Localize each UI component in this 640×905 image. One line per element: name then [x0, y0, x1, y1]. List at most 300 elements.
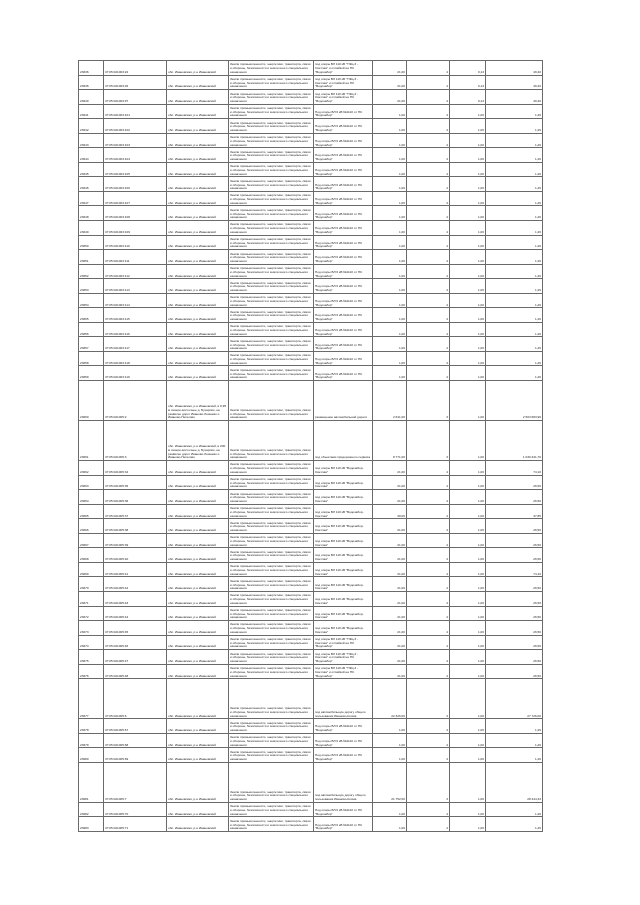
class-cell: 4	[407, 475, 450, 490]
class-cell: 4	[407, 664, 450, 679]
coefficient-cell: 1,00	[450, 337, 486, 352]
address-cell: обл. Ивановская, р-н Ивановский	[167, 635, 229, 650]
cadastral-number-cell: 37:05:021005:44	[104, 606, 167, 621]
area-cell: 21,00	[373, 490, 407, 505]
row-number-cell: 23680	[79, 748, 104, 763]
class-cell: 4	[407, 548, 450, 563]
class-cell: 4	[407, 635, 450, 650]
table-row	[79, 762, 543, 802]
address-cell: обл. Ивановская, р-н Ивановский	[167, 133, 229, 148]
row-number-cell: 23667	[79, 533, 104, 548]
row-number-cell: 23677	[79, 679, 104, 719]
land-category-cell: Земли промышленности, энергетики, транспорта, связи и обороны, безопасности и земли иного специального назначения	[229, 250, 314, 265]
cadastral-value-cell: 26,50	[486, 577, 543, 592]
area-cell: 21,00	[373, 635, 407, 650]
coefficient-cell: 1,00	[450, 748, 486, 763]
land-category-cell: Земли промышленности, энергетики, транспорта, связи и обороны, безопасности и земли иного специального назначения	[229, 762, 314, 802]
address-cell: обл. Ивановская, р-н Ивановский	[167, 119, 229, 134]
table-row	[79, 635, 543, 650]
cadastral-number-cell: 37:05:021005:3	[104, 421, 167, 461]
cadastral-number-cell: 37:05:021005:67	[104, 719, 167, 734]
coefficient-cell: 1,00	[450, 519, 486, 534]
cadastral-number-cell: 37:05:021005:37	[104, 504, 167, 519]
table-row	[79, 191, 543, 206]
cadastral-number-cell: 37:05:021003:111	[104, 250, 167, 265]
cadastral-number-cell: 37:05:021003:103	[104, 133, 167, 148]
address-cell: обл. Ивановская, р-н Ивановский	[167, 337, 229, 352]
coefficient-cell: 1,00	[450, 679, 486, 719]
cadastral-value-cell: 1,26	[486, 308, 543, 323]
class-cell: 4	[407, 621, 450, 636]
cadastral-number-cell: 37:05:021003:22	[104, 61, 167, 76]
coefficient-cell: 1,00	[450, 591, 486, 606]
address-cell: обл. Ивановская, р-н Ивановский	[167, 148, 229, 163]
table-row	[79, 817, 543, 832]
coefficient-cell: 1,00	[450, 308, 486, 323]
row-number-cell: 23652	[79, 264, 104, 279]
row-number-cell: 23666	[79, 519, 104, 534]
table-row	[79, 679, 543, 719]
coefficient-cell: 1,00	[450, 191, 486, 206]
coefficient-cell: 1,00	[450, 351, 486, 366]
row-number-cell: 23644	[79, 148, 104, 163]
permitted-use-cell: под опоры ВЛ 110 кВ "Водозабор-Светлая"	[314, 461, 373, 476]
cadastral-number-cell: 37:05:021005:7	[104, 762, 167, 802]
address-cell: обл. Ивановская, р-н Ивановский	[167, 762, 229, 802]
row-number-cell: 23650	[79, 235, 104, 250]
cadastral-number-cell: 37:05:021005:40	[104, 548, 167, 563]
area-cell: 1,00	[373, 308, 407, 323]
permitted-use-cell: Под опоры ВЛ 6 кВ №1110 от ПС "Водозабор"	[314, 206, 373, 221]
area-cell: 1,00	[373, 206, 407, 221]
address-cell: обл. Ивановская, р-н Ивановский	[167, 293, 229, 308]
coefficient-cell: 1,00	[450, 322, 486, 337]
area-cell: 30,00	[373, 504, 407, 519]
permitted-use-cell: под опоры ВЛ 110 кВ "Водозабор-Светлая"	[314, 490, 373, 505]
land-category-cell: Земли промышленности, энергетики, транспорта, связи и обороны, безопасности и земли иного специального назначения	[229, 191, 314, 206]
permitted-use-cell: под опоры ВЛ 110 кВ "ТЭЦ-3 - Светлая" и отпайкой на ПС "Водозабор"	[314, 75, 373, 90]
cadastral-value-cell: 1,26	[486, 748, 543, 763]
row-number-cell: 23672	[79, 606, 104, 621]
row-number-cell: 23647	[79, 191, 104, 206]
land-category-cell: Земли промышленности, энергетики, транспорта, связи и обороны, безопасности и земли иного специального назначения	[229, 221, 314, 236]
cadastral-value-cell: 1,26	[486, 337, 543, 352]
address-cell: обл. Ивановская, р-н Ивановский	[167, 650, 229, 665]
table-row	[79, 206, 543, 221]
coefficient-cell: 1,00	[450, 177, 486, 192]
land-category-cell: Земли промышленности, энергетики, транспорта, связи и обороны, безопасности и земли иного специального назначения	[229, 802, 314, 817]
permitted-use-cell: под опоры ВЛ 110 кВ "Водозабор-Светлая"	[314, 548, 373, 563]
cadastral-number-cell: 37:05:021003:110	[104, 235, 167, 250]
cadastral-value-cell: 1,26	[486, 719, 543, 734]
permitted-use-cell: под опоры ВЛ 110 кВ "Водозабор-Светлая"	[314, 621, 373, 636]
address-cell: обл. Ивановская, р-н Ивановский	[167, 679, 229, 719]
address-cell: обл. Ивановская, р-н Ивановский	[167, 90, 229, 105]
class-cell: 4	[407, 562, 450, 577]
row-number-cell: 23658	[79, 351, 104, 366]
cadastral-number-cell: 37:05:021005:42	[104, 577, 167, 592]
land-category-cell: Земли промышленности, энергетики, транспорта, связи и обороны, безопасности и земли иного специального назначения	[229, 577, 314, 592]
area-cell: 1,00	[373, 133, 407, 148]
permitted-use-cell: Под опоры ВЛ 6 кВ №1110 от ПС "Водозабор"	[314, 235, 373, 250]
permitted-use-cell: Под опоры ВЛ 6 кВ №1110 от ПС "Водозабор"	[314, 148, 373, 163]
table-row	[79, 90, 543, 105]
class-cell: 4	[407, 733, 450, 748]
cadastral-number-cell: 37:05:021005:38	[104, 519, 167, 534]
cadastral-value-cell: 26,50	[486, 621, 543, 636]
cadastral-value-cell: 1,26	[486, 366, 543, 381]
address-cell: обл. Ивановская, р-н Ивановский	[167, 504, 229, 519]
table-row	[79, 719, 543, 734]
cadastral-value-cell: 28 444,34	[486, 762, 543, 802]
coefficient-cell: 1,00	[450, 664, 486, 679]
cadastral-number-cell: 37:05:021005:46	[104, 635, 167, 650]
class-cell: 4	[407, 221, 450, 236]
land-category-cell: Земли промышленности, энергетики, транспорта, связи и обороны, безопасности и земли иного специального назначения	[229, 366, 314, 381]
row-number-cell: 23660	[79, 381, 104, 421]
permitted-use-cell: под автомобильную дорогу общего пользования Иваново-Кохма	[314, 762, 373, 802]
coefficient-cell: 1,00	[450, 606, 486, 621]
coefficient-cell: 1,00	[450, 104, 486, 119]
coefficient-cell: 1,00	[450, 802, 486, 817]
table-row	[79, 381, 543, 421]
row-number-cell: 23682	[79, 802, 104, 817]
row-number-cell: 23642	[79, 119, 104, 134]
cadastral-number-cell: 37:05:021003:119	[104, 366, 167, 381]
land-category-cell: Земли промышленности, энергетики, транспорта, связи и обороны, безопасности и земли иного специального назначения	[229, 235, 314, 250]
class-cell: 4	[407, 148, 450, 163]
cadastral-number-cell: 37:05:021005:6	[104, 679, 167, 719]
land-category-cell: Земли промышленности, энергетики, транспорта, связи и обороны, безопасности и земли иного специального назначения	[229, 421, 314, 461]
table-row	[79, 235, 543, 250]
coefficient-cell: 1,00	[450, 817, 486, 832]
land-category-cell: Земли промышленности, энергетики, транспорта, связи и обороны, безопасности и земли иного специального назначения	[229, 119, 314, 134]
class-cell: 4	[407, 490, 450, 505]
table-row	[79, 366, 543, 381]
address-cell: обл. Ивановская, р-н Ивановский, в 0,95 м северо-восточнее д. Бухарово, на развилке дорог Иваново-Лежнево и Иваново-Пелегово	[167, 381, 229, 421]
row-number-cell: 23668	[79, 548, 104, 563]
cadastral-number-cell: 37:05:021003:115	[104, 308, 167, 323]
class-cell: 4	[407, 366, 450, 381]
class-cell: 4	[407, 293, 450, 308]
row-number-cell: 23676	[79, 664, 104, 679]
coefficient-cell: 0,13	[450, 61, 486, 76]
land-category-cell: Земли промышленности, энергетики, транспорта, связи и обороны, безопасности и земли иного специального назначения	[229, 748, 314, 763]
address-cell: обл. Ивановская, р-н Ивановский	[167, 264, 229, 279]
cadastral-number-cell: 37:05:021005:69	[104, 748, 167, 763]
class-cell: 4	[407, 519, 450, 534]
address-cell: обл. Ивановская, р-н Ивановский, в 200 м северо-восточнее д. Бухарово, на развилке дорог Иваново-Лежнево и Иваново-Пелегово	[167, 421, 229, 461]
row-number-cell: 23681	[79, 762, 104, 802]
class-cell: 4	[407, 591, 450, 606]
coefficient-cell: 1,00	[450, 235, 486, 250]
class-cell: 4	[407, 191, 450, 206]
land-category-cell: Земли промышленности, энергетики, транспорта, связи и обороны, безопасности и земли иного специального назначения	[229, 817, 314, 832]
table-row	[79, 748, 543, 763]
address-cell: обл. Ивановская, р-н Ивановский	[167, 351, 229, 366]
cadastral-number-cell: 37:05:021003:113	[104, 279, 167, 294]
land-category-cell: Земли промышленности, энергетики, транспорта, связи и обороны, безопасности и земли иного специального назначения	[229, 133, 314, 148]
row-number-cell: 23663	[79, 475, 104, 490]
cadastral-number-cell: 37:05:021005:43	[104, 591, 167, 606]
land-category-cell: Земли промышленности, энергетики, транспорта, связи и обороны, безопасности и земли иного специального назначения	[229, 504, 314, 519]
row-number-cell: 23645	[79, 162, 104, 177]
land-category-cell: Земли промышленности, энергетики, транспорта, связи и обороны, безопасности и земли иного специального назначения	[229, 733, 314, 748]
area-cell: 1,00	[373, 235, 407, 250]
address-cell: обл. Ивановская, р-н Ивановский	[167, 366, 229, 381]
address-cell: обл. Ивановская, р-н Ивановский	[167, 191, 229, 206]
cadastral-number-cell: 37:05:021005:41	[104, 562, 167, 577]
table-row	[79, 293, 543, 308]
cadastral-number-cell: 37:05:021003:26	[104, 75, 167, 90]
class-cell: 4	[407, 250, 450, 265]
class-cell: 4	[407, 119, 450, 134]
cadastral-number-cell: 37:05:021003:101	[104, 104, 167, 119]
row-number-cell: 23678	[79, 719, 104, 734]
class-cell: 4	[407, 337, 450, 352]
class-cell: 3	[407, 679, 450, 719]
class-cell: 4	[407, 461, 450, 476]
land-category-cell: Земли промышленности, энергетики, транспорта, связи и обороны, безопасности и земли иного специального назначения	[229, 279, 314, 294]
land-category-cell: Земли промышленности, энергетики, транспорта, связи и обороны, безопасности и земли иного специального назначения	[229, 621, 314, 636]
area-cell: 1,00	[373, 264, 407, 279]
address-cell: обл. Ивановская, р-н Ивановский	[167, 308, 229, 323]
cadastral-number-cell: 37:05:021003:117	[104, 337, 167, 352]
area-cell: 1,00	[373, 191, 407, 206]
cadastral-value-cell: 1,26	[486, 264, 543, 279]
table-row	[79, 337, 543, 352]
permitted-use-cell: Под опоры ВЛ 6 кВ №1110 от ПС "Водозабор"	[314, 279, 373, 294]
land-category-cell: Земли промышленности, энергетики, транспорта, связи и обороны, безопасности и земли иного специального назначения	[229, 162, 314, 177]
cadastral-value-cell: 27 726,00	[486, 679, 543, 719]
table-row	[79, 133, 543, 148]
cadastral-number-cell: 37:05:021005:70	[104, 802, 167, 817]
area-cell: 1,00	[373, 337, 407, 352]
cadastral-number-cell: 37:05:021003:108	[104, 206, 167, 221]
table-row	[79, 802, 543, 817]
class-cell: 4	[407, 61, 450, 76]
table-row	[79, 250, 543, 265]
coefficient-cell: 1,00	[450, 562, 486, 577]
address-cell: обл. Ивановская, р-н Ивановский	[167, 621, 229, 636]
row-number-cell: 23675	[79, 650, 104, 665]
permitted-use-cell: Под опоры ВЛ 6 кВ №1110 от ПС "Водозабор"	[314, 802, 373, 817]
row-number-cell: 23643	[79, 133, 104, 148]
row-number-cell: 23646	[79, 177, 104, 192]
class-cell: 4	[407, 533, 450, 548]
cadastral-number-cell: 37:05:021003:109	[104, 221, 167, 236]
land-category-cell: Земли промышленности, энергетики, транспорта, связи и обороны, безопасности и земли иного специального назначения	[229, 475, 314, 490]
cadastral-number-cell: 37:05:021003:107	[104, 191, 167, 206]
address-cell: обл. Ивановская, р-н Ивановский	[167, 577, 229, 592]
area-cell: 1,00	[373, 366, 407, 381]
row-number-cell: 23636	[79, 61, 104, 76]
cadastral-value-cell: 49,40	[486, 90, 543, 105]
cadastral-value-cell: 1,26	[486, 177, 543, 192]
row-number-cell: 23674	[79, 635, 104, 650]
land-category-cell: Земли промышленности, энергетики, транспорта, связи и обороны, безопасности и земли иного специального назначения	[229, 664, 314, 679]
cadastral-number-cell: 37:05:021003:114	[104, 293, 167, 308]
land-category-cell: Земли промышленности, энергетики, транспорта, связи и обороны, безопасности и земли иного специального назначения	[229, 75, 314, 90]
coefficient-cell: 1,00	[450, 250, 486, 265]
land-category-cell: Земли промышленности, энергетики, транспорта, связи и обороны, безопасности и земли иного специального назначения	[229, 679, 314, 719]
address-cell: обл. Ивановская, р-н Ивановский	[167, 235, 229, 250]
land-category-cell: Земли промышленности, энергетики, транспорта, связи и обороны, безопасности и земли иного специального назначения	[229, 206, 314, 221]
permitted-use-cell: Под опоры ВЛ 6 кВ №1110 от ПС "Водозабор"	[314, 177, 373, 192]
permitted-use-cell: под опоры ВЛ 110 кВ "Водозабор-Светлая"	[314, 475, 373, 490]
land-category-cell: Земли промышленности, энергетики, транспорта, связи и обороны, безопасности и земли иного специального назначения	[229, 548, 314, 563]
table-row	[79, 606, 543, 621]
permitted-use-cell: Под опоры ВЛ 6 кВ №1110 от ПС "Водозабор"	[314, 322, 373, 337]
coefficient-cell: 1,00	[450, 548, 486, 563]
permitted-use-cell: Под опоры ВЛ 6 кВ №1110 от ПС "Водозабор"	[314, 733, 373, 748]
cadastral-value-cell: 26,50	[486, 591, 543, 606]
permitted-use-cell: под опоры ВЛ 110 кВ "ТЭЦ-3 - Светлая" и отпайкой на ПС "Водозабор"	[314, 61, 373, 76]
coefficient-cell: 1,00	[450, 621, 486, 636]
address-cell: обл. Ивановская, р-н Ивановский	[167, 75, 229, 90]
class-cell: 4	[407, 606, 450, 621]
permitted-use-cell: под опоры ВЛ 110 кВ "ТЭЦ-3 - Светлая" и отпайкой на ПС "Водозабор"	[314, 635, 373, 650]
land-category-cell: Земли промышленности, энергетики, транспорта, связи и обороны, безопасности и земли иного специального назначения	[229, 591, 314, 606]
coefficient-cell: 1,00	[450, 366, 486, 381]
area-cell: 2 641,00	[373, 381, 407, 421]
area-cell: 1,00	[373, 148, 407, 163]
coefficient-cell: 1,00	[450, 533, 486, 548]
cadastral-value-cell: 1,26	[486, 279, 543, 294]
table-row	[79, 221, 543, 236]
cadastral-value-cell: 1,26	[486, 191, 543, 206]
area-cell: 22 326,00	[373, 679, 407, 719]
permitted-use-cell: размещение автомобильной дороги	[314, 381, 373, 421]
cadastral-value-cell: 1,26	[486, 351, 543, 366]
row-number-cell: 23670	[79, 577, 104, 592]
cadastral-value-cell: 1 030 341,70	[486, 421, 543, 461]
row-number-cell: 23649	[79, 221, 104, 236]
cadastral-number-cell: 37:05:021003:112	[104, 264, 167, 279]
address-cell: обл. Ивановская, р-н Ивановский	[167, 606, 229, 621]
class-cell: 4	[407, 162, 450, 177]
row-number-cell: 23665	[79, 504, 104, 519]
area-cell: 21,00	[373, 664, 407, 679]
coefficient-cell: 1,00	[450, 279, 486, 294]
permitted-use-cell: под опоры ВЛ 110 кВ "Водозабор-Светлая"	[314, 577, 373, 592]
address-cell: обл. Ивановская, р-н Ивановский	[167, 733, 229, 748]
permitted-use-cell: под объектами придорожного сервиса	[314, 421, 373, 461]
class-cell: 4	[407, 264, 450, 279]
permitted-use-cell: под опоры ВЛ 110 кВ "Водозабор-Светлая"	[314, 504, 373, 519]
table-row	[79, 104, 543, 119]
permitted-use-cell: Под опоры ВЛ 6 кВ №1110 от ПС "Водозабор"	[314, 133, 373, 148]
land-category-cell: Земли промышленности, энергетики, транспорта, связи и обороны, безопасности и земли иного специального назначения	[229, 90, 314, 105]
area-cell: 1,00	[373, 250, 407, 265]
table-row	[79, 664, 543, 679]
coefficient-cell: 1,00	[450, 133, 486, 148]
cadastral-value-cell: 1,26	[486, 104, 543, 119]
table-body	[79, 61, 543, 832]
address-cell: обл. Ивановская, р-н Ивановский	[167, 562, 229, 577]
class-cell: 4	[407, 235, 450, 250]
cadastral-value-cell: 1,26	[486, 162, 543, 177]
class-cell: 4	[407, 577, 450, 592]
cadastral-value-cell: 74,10	[486, 461, 543, 476]
class-cell: 4	[407, 279, 450, 294]
cadastral-value-cell: 1,26	[486, 802, 543, 817]
area-cell: 21,00	[373, 461, 407, 476]
class-cell: 4	[407, 817, 450, 832]
table-row	[79, 279, 543, 294]
land-category-cell: Земли промышленности, энергетики, транспорта, связи и обороны, безопасности и земли иного специального назначения	[229, 308, 314, 323]
cadastral-number-cell: 37:05:021005:34	[104, 461, 167, 476]
cadastral-value-cell: 1,26	[486, 148, 543, 163]
address-cell: обл. Ивановская, р-н Ивановский	[167, 802, 229, 817]
cadastral-value-cell: 1,26	[486, 206, 543, 221]
area-cell: 21,00	[373, 533, 407, 548]
table-row	[79, 75, 543, 90]
cadastral-value-cell: 26,50	[486, 664, 543, 679]
area-cell: 21,00	[373, 519, 407, 534]
address-cell: обл. Ивановская, р-н Ивановский	[167, 322, 229, 337]
row-number-cell: 23654	[79, 293, 104, 308]
cadastral-number-cell: 37:05:021003:106	[104, 177, 167, 192]
class-cell: 4	[407, 104, 450, 119]
class-cell: 4	[407, 504, 450, 519]
address-cell: обл. Ивановская, р-н Ивановский	[167, 719, 229, 734]
address-cell: обл. Ивановская, р-н Ивановский	[167, 817, 229, 832]
address-cell: обл. Ивановская, р-н Ивановский	[167, 250, 229, 265]
permitted-use-cell: Под опоры ВЛ 6 кВ №1110 от ПС "Водозабор"	[314, 221, 373, 236]
class-cell: 4	[407, 133, 450, 148]
table-row	[79, 562, 543, 577]
permitted-use-cell: Под опоры ВЛ 6 кВ №1110 от ПС "Водозабор"	[314, 250, 373, 265]
address-cell: обл. Ивановская, р-н Ивановский	[167, 519, 229, 534]
table-row	[79, 308, 543, 323]
row-number-cell: 23653	[79, 279, 104, 294]
area-cell: 21,00	[373, 61, 407, 76]
land-category-cell: Земли промышленности, энергетики, транспорта, связи и обороны, безопасности и земли иного специального назначения	[229, 293, 314, 308]
cadastral-number-cell: 37:05:021005:45	[104, 621, 167, 636]
table-row	[79, 351, 543, 366]
area-cell: 1,00	[373, 748, 407, 763]
land-plot-table	[78, 60, 543, 832]
row-number-cell: 23655	[79, 308, 104, 323]
row-number-cell: 23651	[79, 250, 104, 265]
permitted-use-cell: под опоры ВЛ 110 кВ "Водозабор-Светлая"	[314, 533, 373, 548]
row-number-cell: 23656	[79, 322, 104, 337]
address-cell: обл. Ивановская, р-н Ивановский	[167, 279, 229, 294]
permitted-use-cell: под опоры ВЛ 110 кВ "Водозабор-Светлая"	[314, 591, 373, 606]
land-category-cell: Земли промышленности, энергетики, транспорта, связи и обороны, безопасности и земли иного специального назначения	[229, 104, 314, 119]
permitted-use-cell: Под опоры ВЛ 6 кВ №1110 от ПС "Водозабор"	[314, 337, 373, 352]
cadastral-number-cell: 37:05:021003:97	[104, 90, 167, 105]
land-category-cell: Земли промышленности, энергетики, транспорта, связи и обороны, безопасности и земли иного специального назначения	[229, 490, 314, 505]
row-number-cell: 23648	[79, 206, 104, 221]
address-cell: обл. Ивановская, р-н Ивановский	[167, 61, 229, 76]
area-cell: 1,00	[373, 802, 407, 817]
coefficient-cell: 1,00	[450, 148, 486, 163]
permitted-use-cell: под опоры ВЛ 110 кВ "Водозабор-Светлая"	[314, 606, 373, 621]
coefficient-cell: 0,13	[450, 75, 486, 90]
coefficient-cell: 1,00	[450, 504, 486, 519]
address-cell: обл. Ивановская, р-н Ивановский	[167, 221, 229, 236]
coefficient-cell: 1,00	[450, 421, 486, 461]
land-category-cell: Земли промышленности, энергетики, транспорта, связи и обороны, безопасности и земли иного специального назначения	[229, 264, 314, 279]
class-cell: 4	[407, 650, 450, 665]
coefficient-cell: 1,00	[450, 162, 486, 177]
coefficient-cell: 1,00	[450, 577, 486, 592]
address-cell: обл. Ивановская, р-н Ивановский	[167, 548, 229, 563]
coefficient-cell: 1,00	[450, 221, 486, 236]
permitted-use-cell: под опоры ВЛ 110 кВ "ТЭЦ-3 - Светлая" и отпайкой на ПС "Водозабор"	[314, 664, 373, 679]
